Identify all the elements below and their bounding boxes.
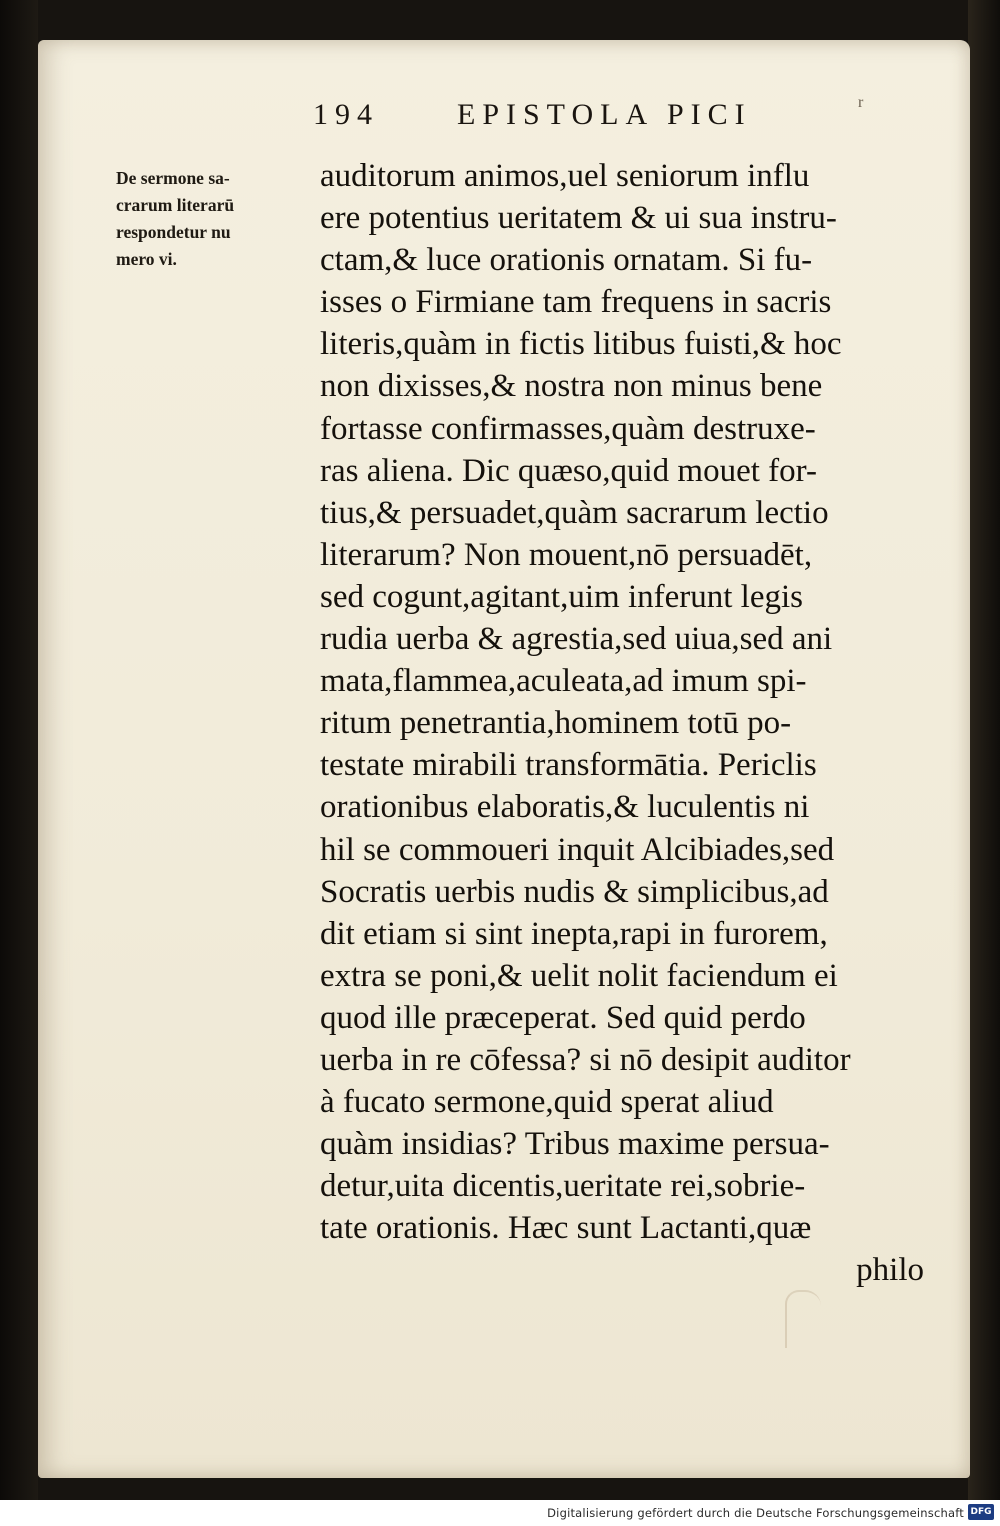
text-line: rudia uerba & agrestia,sed uiua,sed ani (320, 621, 833, 658)
footer-bar (0, 1500, 1000, 1526)
text-line: literis,quàm in fictis litibus fuisti,& hoc (320, 326, 842, 363)
text-line: dit etiam si sint inepta,rapi in furorem, (320, 915, 828, 952)
text-line: quod ille præceperat. Sed quid perdo (320, 999, 806, 1036)
text-line: quàm insidias? Tribus maxime persua- (320, 1126, 830, 1163)
catchword: philo (856, 1252, 924, 1289)
ink-mark (785, 1290, 821, 1348)
text-line: non dixisses,& nostra non minus bene (320, 368, 823, 405)
text-line: uerba in re cōfessa? si nō desipit auditor (320, 1041, 851, 1078)
text-line: ere potentius ueritatem & ui sua instru- (320, 200, 837, 237)
body-text (320, 155, 928, 1291)
text-line: mata,flammea,aculeata,ad imum spi- (320, 663, 807, 700)
text-line: isses o Firmiane tam frequens in sacris (320, 284, 832, 321)
text-line: ctam,& luce orationis ornatam. Si fu- (320, 242, 813, 279)
text-line: testate mirabili transformātia. Periclis (320, 747, 817, 784)
text-line: literarum? Non mouent,nō persuadēt, (320, 536, 813, 573)
text-line: sed cogunt,agitant,uim inferunt legis (320, 578, 803, 615)
text-line: extra se poni,& uelit nolit faciendum ei (320, 957, 838, 994)
head-mark: r (858, 94, 871, 111)
text-line: ras aliena. Dic quæso,quid mouet for- (320, 452, 817, 489)
marginal-line: crarum literarū (116, 195, 235, 215)
page-number: 194 (313, 98, 379, 131)
page-edge (968, 0, 1000, 1500)
text-line: fortasse confirmasses,quàm destruxe- (320, 410, 816, 447)
text-line: auditorum animos,uel seniorum influ (320, 158, 810, 194)
text-line: hil se commoueri inquit Alcibiades,sed (320, 831, 835, 868)
marginal-line: mero vi. (116, 249, 177, 269)
binding-shadow (0, 0, 38, 1500)
running-title: EPISTOLA PICI (457, 98, 752, 131)
text-line: tius,& persuadet,quàm sacrarum lectio (320, 494, 829, 531)
text-line: à fucato sermone,quid sperat aliud (320, 1084, 774, 1121)
marginal-line: respondetur nu (116, 222, 231, 242)
marginal-line: De sermone sa- (116, 168, 230, 188)
text-line: orationibus elaboratis,& luculentis ni (320, 789, 810, 826)
funding-credit: Digitalisierung gefördert durch die Deutsche Forschungsgemeinschaft (547, 1506, 964, 1520)
text-line: detur,uita dicentis,ueritate rei,sobrie- (320, 1168, 806, 1205)
marginal-note (116, 165, 312, 273)
running-head (313, 94, 923, 142)
text-line: tate orationis. Hæc sunt Lactanti,quæ (320, 1210, 812, 1247)
text-line: ritum penetrantia,hominem totū po- (320, 705, 792, 742)
text-line: Socratis uerbis nudis & simplicibus,ad (320, 873, 829, 910)
dfg-logo: DFG (968, 1504, 994, 1520)
